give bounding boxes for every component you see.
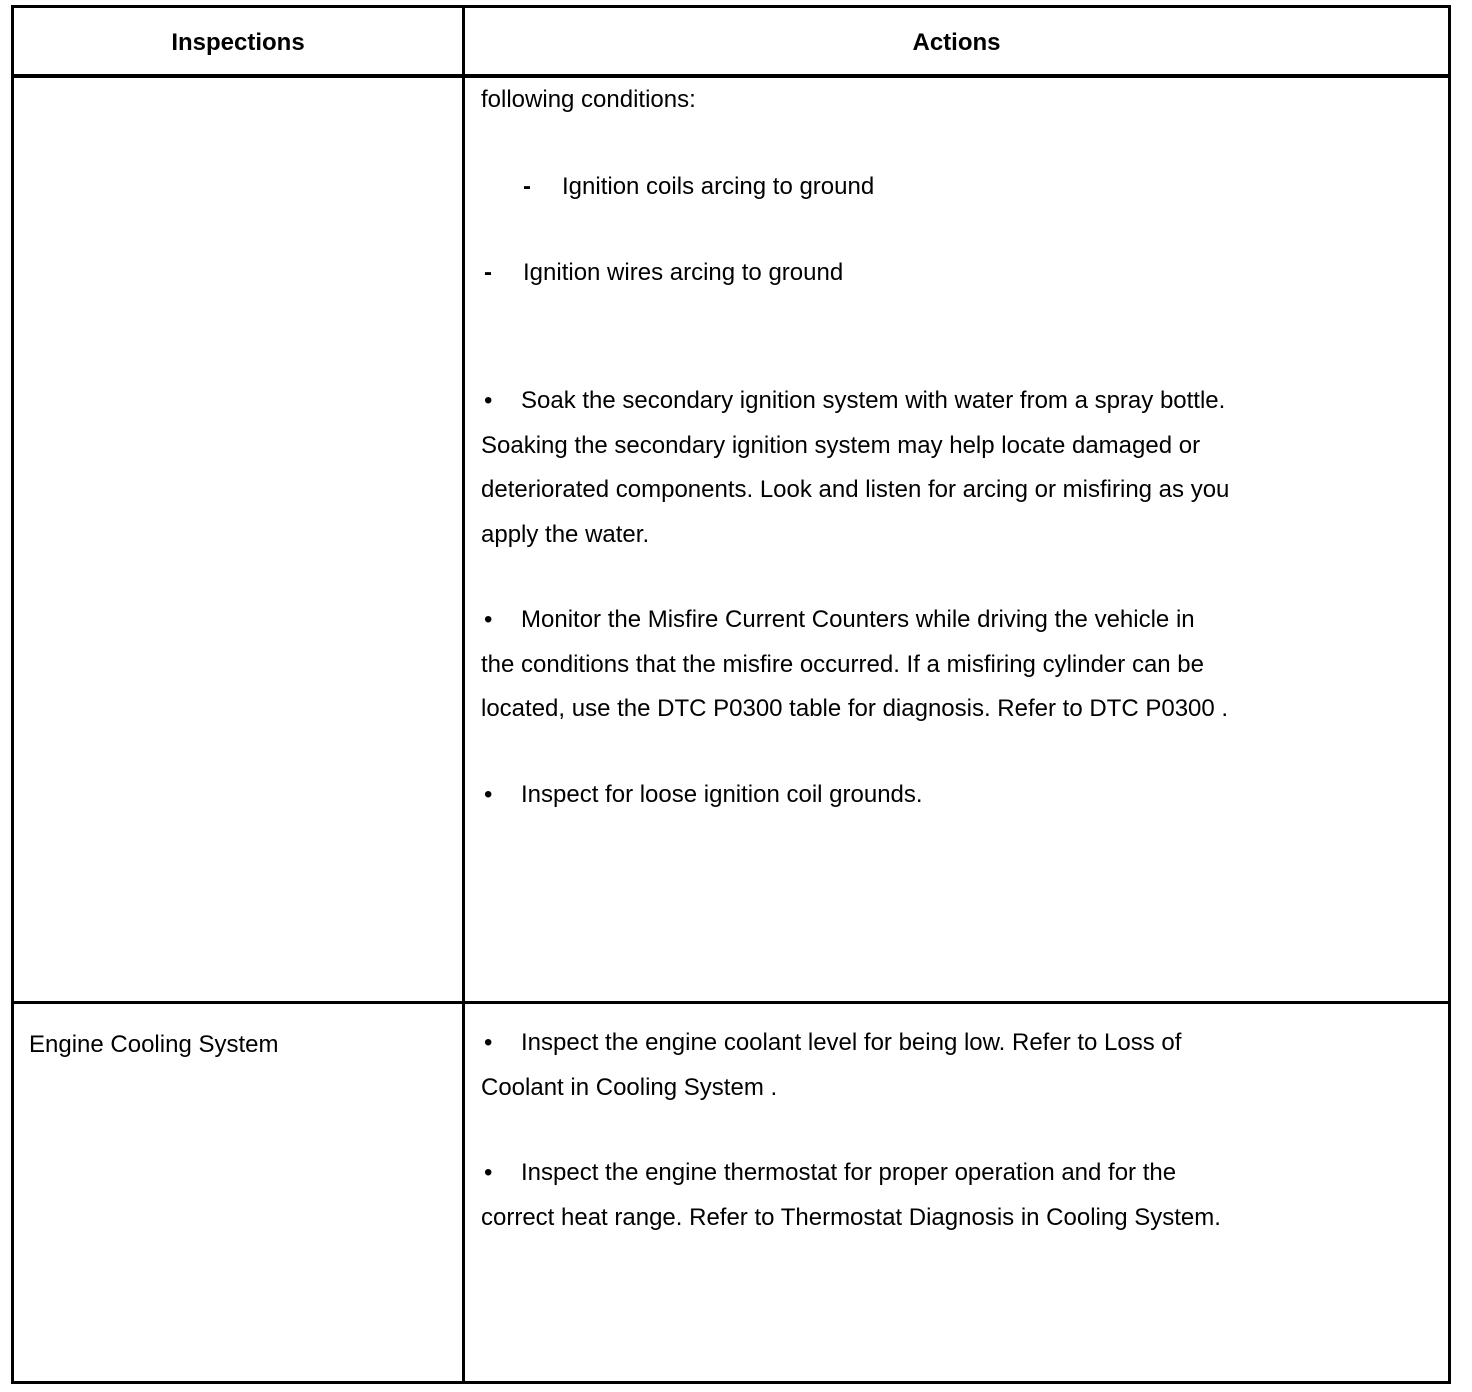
bullet-soak-line-1: Soak the secondary ignition system with water from a spray bottle. (521, 387, 1226, 414)
bullet-coolant-line-2: Coolant in Cooling System . (481, 1073, 778, 1101)
header-actions: Actions (912, 29, 1001, 56)
bullet-grounds-line-1: Inspect for loose ignition coil grounds. (521, 781, 923, 808)
actions-intro-text: following conditions: (481, 86, 696, 113)
dash-marker: - (484, 259, 492, 286)
sub-item-ignition-coils: Ignition coils arcing to ground (562, 173, 875, 200)
bullet-soak-line-3: deteriorated components. Look and listen for arcing or misfiring as you (481, 476, 1230, 503)
header-divider (14, 74, 1448, 78)
bullet-marker: • (484, 606, 493, 633)
sub-item-ignition-wires: Ignition wires arcing to ground (523, 259, 844, 286)
bullet-marker: • (484, 781, 493, 808)
bullet-monitor-line-1: Monitor the Misfire Current Counters while driving the vehicle in (521, 606, 1195, 633)
bullet-soak-line-4: apply the water. (481, 520, 650, 548)
inspection-engine-cooling-system: Engine Cooling System (29, 1031, 279, 1058)
bullet-monitor-line-3: located, use the DTC P0300 table for diagnosis. Refer to DTC P0300 . (481, 695, 1229, 722)
bullet-soak-line-2: Soaking the secondary ignition system may help locate damaged or (481, 431, 1201, 459)
bullet-marker: • (484, 1159, 493, 1186)
row-divider (14, 1001, 1448, 1004)
bullet-thermostat-line-1: Inspect the engine thermostat for proper operation and for the (521, 1159, 1177, 1186)
header-inspections: Inspections (171, 29, 305, 56)
inspections-actions-table (11, 5, 1451, 1384)
bullet-marker: • (484, 1029, 493, 1056)
bullet-thermostat-line-2: correct heat range. Refer to Thermostat Diagnosis in Cooling System. (481, 1203, 1221, 1231)
column-divider (462, 8, 465, 1381)
bullet-marker: • (484, 387, 493, 414)
bullet-coolant-line-1: Inspect the engine coolant level for being low. Refer to Loss of (521, 1029, 1182, 1056)
dash-marker: - (523, 173, 531, 200)
bullet-monitor-line-2: the conditions that the misfire occurred. If a misfiring cylinder can be (481, 650, 1204, 678)
